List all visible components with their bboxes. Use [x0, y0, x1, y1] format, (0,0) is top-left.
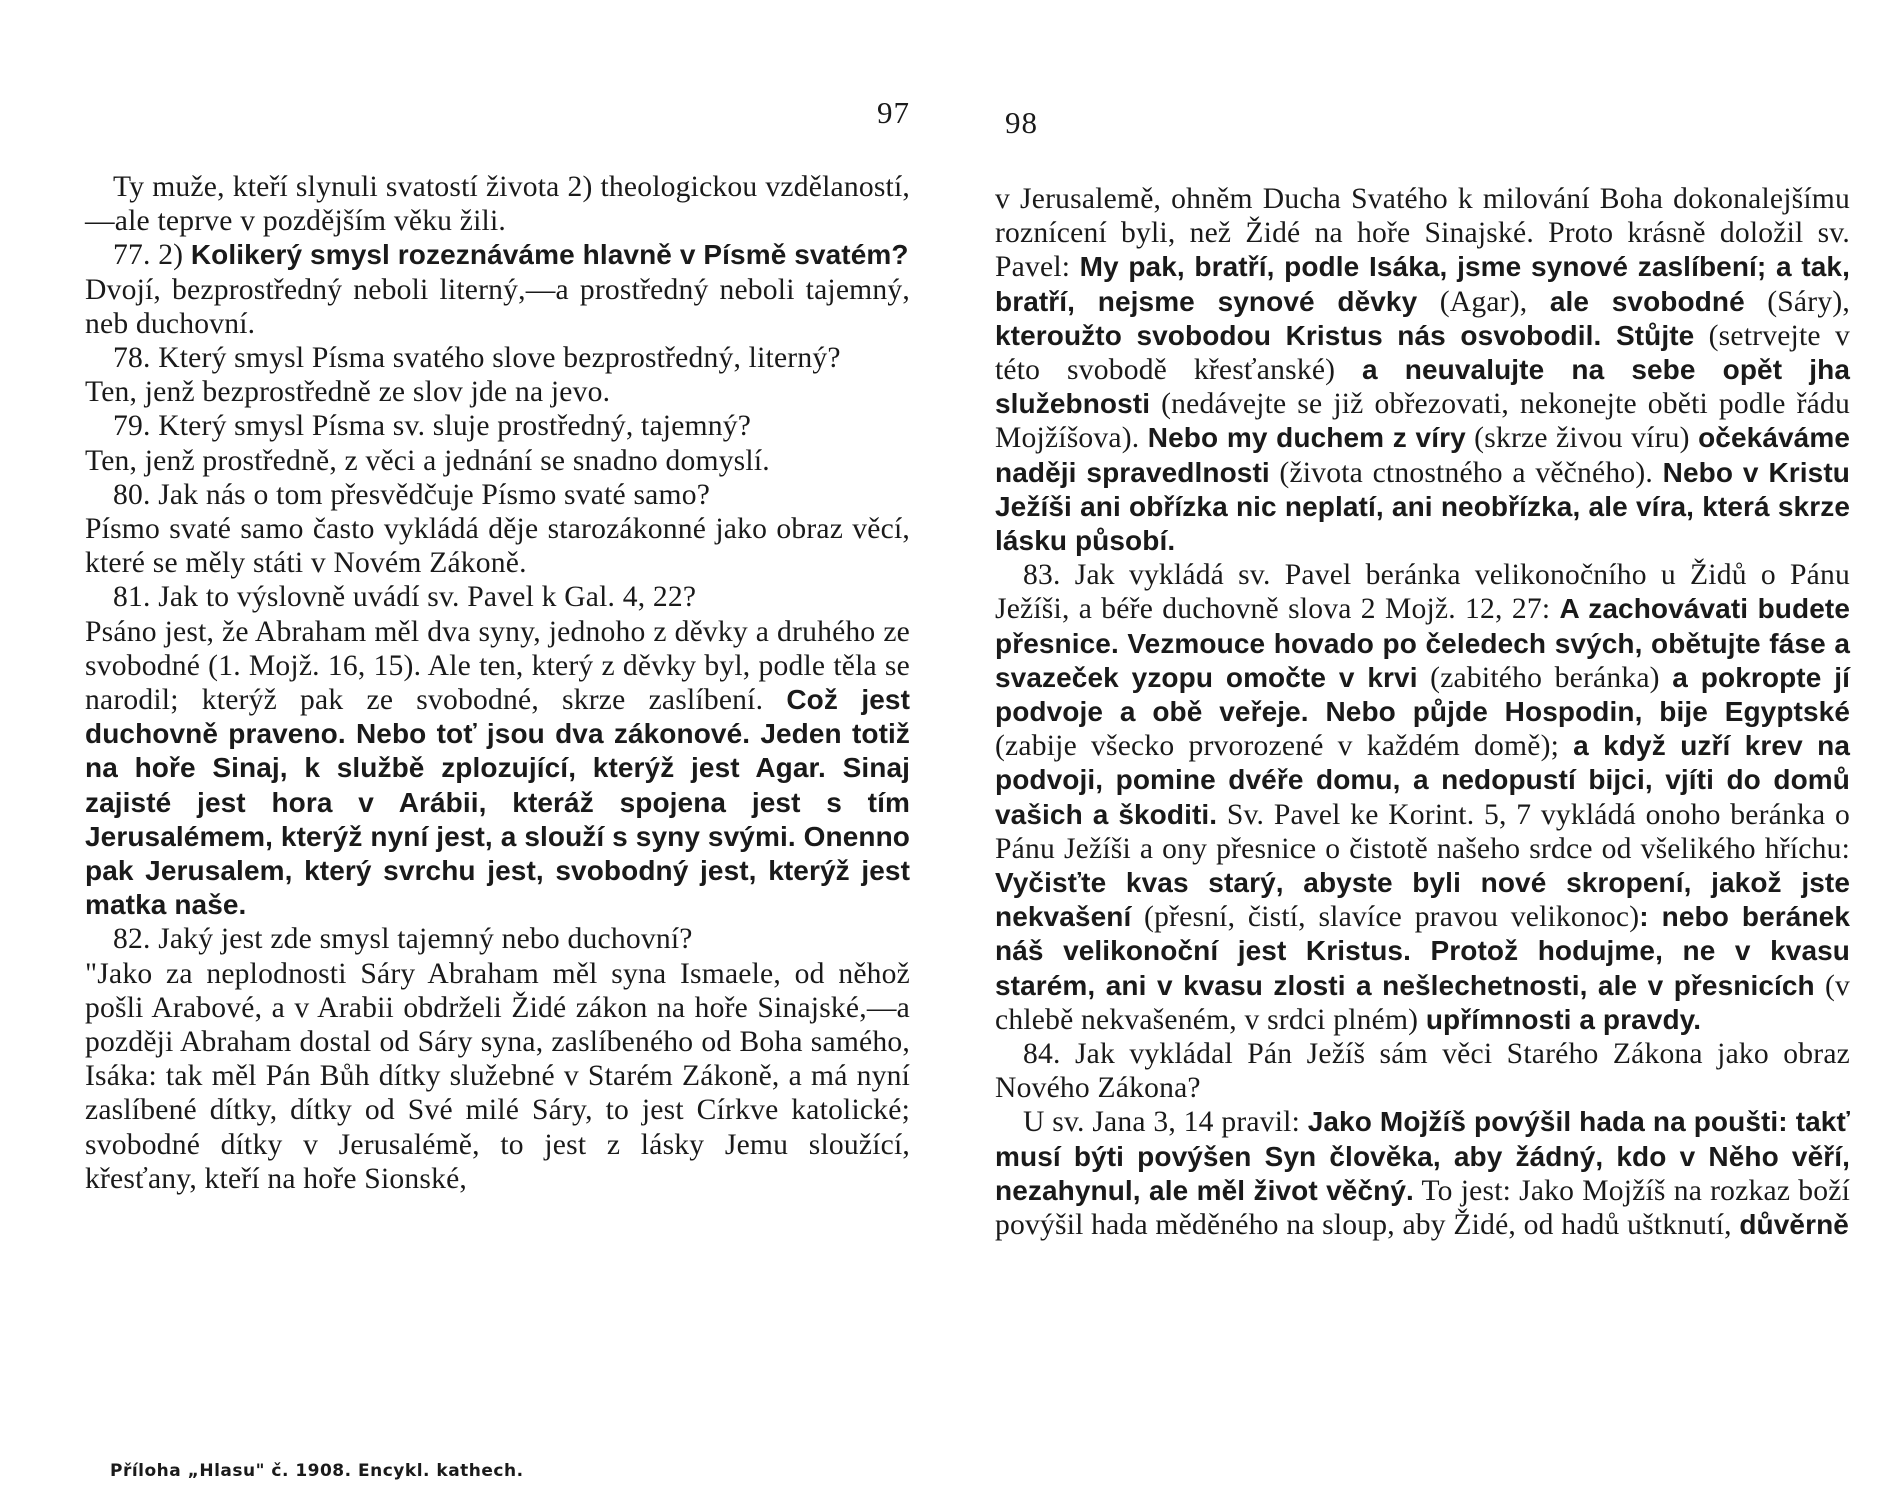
- paragraph: Ty muže, kteří slynuli svatostí života 2) theologickou vzdělaností,—ale teprve v pozdějším věku žili.: [85, 171, 910, 238]
- answer-78: Ten, jenž bezprostředně ze slov jde na jevo.: [85, 376, 611, 409]
- quoted-scripture: a pokropte jí podvoje a obě veřeje. Nebo půjde Hospodin, bije Egyptské: [995, 661, 1850, 728]
- quoted-scripture: : nebo beránek náš velikonoční jest Kristus. Protož hodujme, ne v kvasu starém, ani v kvasu zlosti a nešlechetnosti, ale v přesnicích: [995, 901, 1851, 1001]
- quoted-scripture: a když uzří krev na podvoji, pomine dvéře domu, a nedopustí bijci, vjíti do domů vašich a škoditi.: [995, 730, 1850, 830]
- right-page: [995, 0, 1850, 1500]
- text-run: To jest: Jako Mojžíš na rozkaz boží povýšil hada měděného na sloup, aby Židé, od hadů uštknutí,: [995, 1174, 1850, 1242]
- continued-answer: [995, 182, 1850, 558]
- quoted-scripture: očekáváme naději spravedlnosti: [995, 422, 1850, 488]
- quoted-scripture: ale svobodné: [1549, 285, 1745, 317]
- quoted-scripture: kteroužto svobodou Kristus nás osvobodil. Stůjte: [995, 319, 1695, 351]
- text-run: (života ctnostného a věčného).: [1279, 456, 1653, 489]
- question-81: 81. Jak to výslovně uvádí sv. Pavel k Gal. 4, 22?: [113, 581, 697, 614]
- text-run: (zabitého beránka): [1430, 661, 1660, 694]
- left-page: [85, 0, 910, 1500]
- question-text: Kolikerý smysl rozeznáváme hlavně v Písmě svatém?: [190, 239, 909, 271]
- answer-82: "Jako za neplodnosti Sáry Abraham měl syna Ismaele, od něhož pošli Arabové, a v Arabii obdrželi Židé zákon na hoře Sinajské,—a později Abraham dostal od Sáry syna, zaslíbeného od Boha samého, Isáka: tak měl Pán Bůh dítky služebné v Starém Zákoně, a má nyní zaslíbené dítky, dítky od Své milé Sáry, to jest Církve katolické; svobodné dítky v Jerusalémě, to jest z lásky Jemu sloužící, křesťany, kteří na hoře Sionské,: [85, 957, 910, 1195]
- text-run: (nedávejte se již obřezovati, nekonejte oběti podle řádu Mojžíšova).: [995, 388, 1850, 455]
- question-80: 80. Jak nás o tom přesvědčuje Písmo svaté samo?: [113, 478, 711, 511]
- text-run: (zabije všecko prvorozené v každém domě);: [995, 730, 1560, 763]
- footer-note: Příloha „Hlasu" č. 1908. Encykl. kathech.: [110, 1461, 524, 1481]
- question-77: [85, 238, 910, 272]
- quoted-scripture: Nebo my duchem z víry: [1147, 422, 1466, 454]
- text-run: v Jerusalemě, ohněm Ducha Svatého k milování Boha dokonalejšímu roznícení byli, než Židé na hoře Sinajské. Proto krásně doložil sv. Pavel:: [995, 183, 1850, 284]
- text-run: (skrze živou víru): [1474, 422, 1690, 455]
- quoted-scripture: A zachovávati budete přesnice. Vezmouce hovado po čeledech svých, obětujte fáse a svazeček yzopu omočte v krvi: [995, 593, 1850, 693]
- quoted-scripture: Což jest duchovně praveno. Nebo toť jsou dva zákonové. Jeden totiž na hoře Sinaj, k službě zplozující, kterýž jest Agar. Sinaj zajisté jest hora v Arábii, kteráž spojena jest s tím Jerusalémem, kterýž nyní jest, a slouží s syny svými. Onenno pak Jerusalem, který svrchu jest, svobodný jest, kterýž jest matka naše.: [85, 684, 910, 921]
- answer-84: [995, 1105, 1850, 1242]
- quoted-scripture: a neuvalujte na sebe opět jha služebnosti: [995, 354, 1850, 420]
- question-78: 78. Který smysl Písma svatého slove bezprostředný, literný?: [113, 342, 841, 375]
- quoted-scripture: Jako Mojžíš povýšil hada na poušti: takť musí býti povýšen Syn člověka, aby žádný, kdo v Něho věří, nezahynul, ale měl život věčný.: [995, 1106, 1850, 1206]
- text-run: (setrvejte v této svobodě křesťanské): [995, 319, 1850, 387]
- answer-80: Písmo svaté samo často vykládá děje starozákonné jako obraz věcí, které se měly státi v Novém Zákoně.: [85, 513, 910, 580]
- answer-81: [85, 615, 910, 923]
- quoted-scripture: důvěrně: [1739, 1209, 1849, 1241]
- answer-77: Dvojí, bezprostředný neboli literný,—a prostředný neboli tajemný, neb duchovní.: [85, 273, 910, 340]
- text-run: Sv. Pavel ke Korint. 5, 7 vykládá onoho beránka o Pánu Ježíši a ony přesnice o čistotě našeho srdce od všelikého hříchu:: [995, 798, 1850, 865]
- quoted-scripture: My pak, bratří, podle Isáka, jsme synové zaslíbení; a tak, bratří, nejsme synové děvky: [995, 251, 1850, 317]
- text-run: (Agar),: [1439, 285, 1528, 318]
- text-run: 83. Jak vykládá sv. Pavel beránka velikonočního u Židů o Pánu Ježíši, a béře duchovně slova 2 Mojž. 12, 27:: [995, 559, 1850, 626]
- text-run: (přesní, čistí, slavíce pravou velikonoc): [1144, 901, 1640, 934]
- question-84: 84. Jak vykládal Pán Ježíš sám věci Starého Zákona jako obraz Nového Zákona?: [995, 1038, 1850, 1105]
- question-number: 77. 2): [113, 239, 184, 272]
- text-run: U sv. Jana 3, 14 pravil:: [1023, 1106, 1301, 1139]
- page-number-right: 98: [1005, 105, 1038, 140]
- answer-79: Ten, jenž prostředně, z věci a jednání se snadno domyslí.: [85, 444, 770, 477]
- question-79: 79. Který smysl Písma sv. sluje prostředný, tajemný?: [113, 410, 752, 443]
- question-83: [995, 558, 1850, 1037]
- text-run: (v chlebě nekvašeném, v srdci plném): [995, 969, 1850, 1036]
- quoted-scripture: Vyčisťte kvas starý, abyste byli nové skropení, jakož jste nekvašení: [995, 867, 1850, 933]
- right-page-text: [995, 182, 1850, 1242]
- text-run: (Sáry),: [1767, 285, 1850, 318]
- question-82: 82. Jaký jest zde smysl tajemný nebo duchovní?: [113, 923, 693, 956]
- page-number-left: 97: [877, 95, 910, 130]
- quoted-scripture: upřímnosti a pravdy.: [1425, 1003, 1702, 1035]
- answer-text: Psáno jest, že Abraham měl dva syny, jednoho z děvky a druhého ze svobodné (1. Mojž. 16, 15). Ale ten, který z děvky byl, podle těla se narodil; kterýž pak ze svobodné, skrze zaslíbení.: [85, 615, 910, 717]
- left-page-text: [85, 170, 910, 1196]
- quoted-scripture: Nebo v Kristu Ježíši ani obřízka nic neplatí, ani neobřízka, ale víra, která skrze lásku působí.: [995, 456, 1850, 557]
